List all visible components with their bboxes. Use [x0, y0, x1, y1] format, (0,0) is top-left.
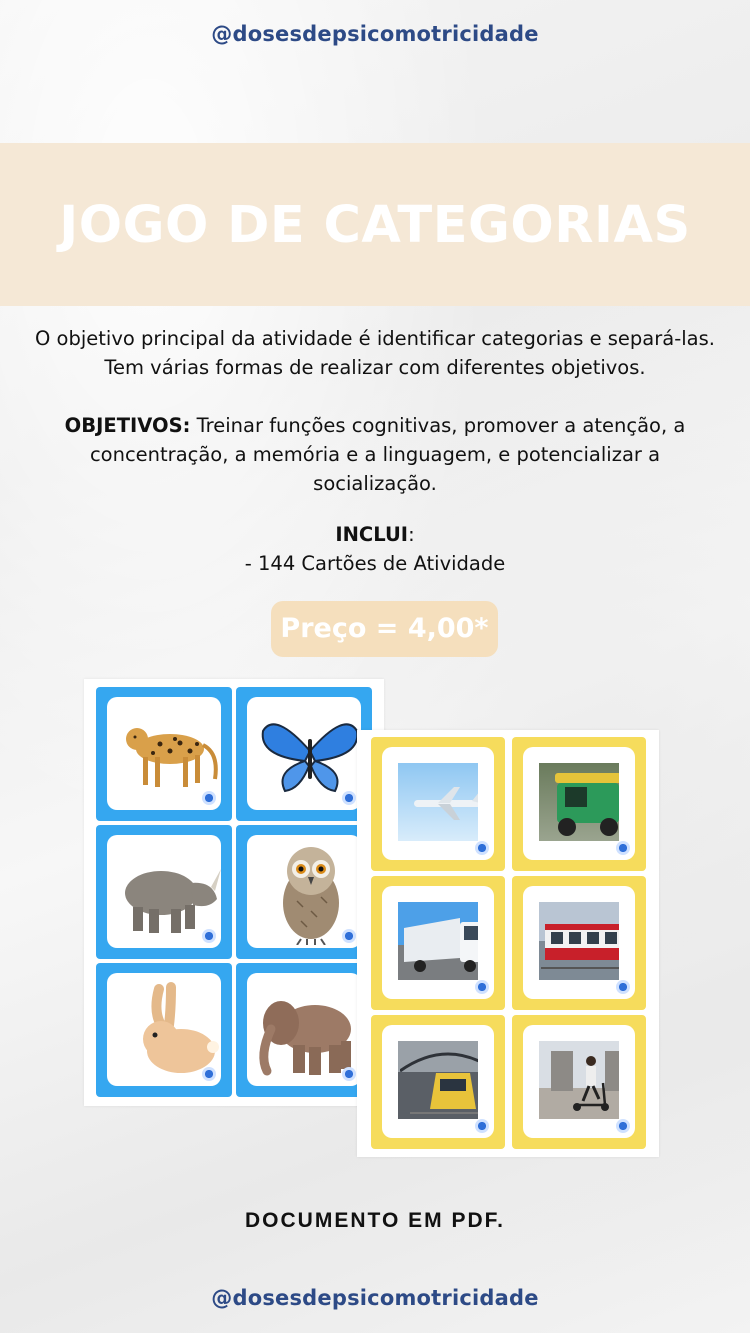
tuk-tuk-icon — [543, 765, 619, 841]
vehicle-card — [371, 737, 505, 871]
scooter-photo — [539, 1041, 619, 1119]
animal-card — [96, 687, 232, 821]
vehicle-card — [512, 737, 646, 871]
truck-icon — [400, 908, 478, 978]
vehicle-cards-sheet — [357, 730, 659, 1157]
brand-logo-icon — [202, 1067, 216, 1081]
brand-logo-icon — [202, 791, 216, 805]
intro-line-2: Tem várias formas de realizar com diferentes objetivos. — [104, 356, 646, 379]
truck-photo — [398, 902, 478, 980]
butterfly-icon — [255, 711, 361, 801]
brand-logo-icon — [475, 980, 489, 994]
animal-card — [96, 825, 232, 959]
animal-card — [236, 825, 372, 959]
includes-section — [0, 520, 750, 578]
includes-label: INCLUI — [335, 523, 409, 546]
animal-cards-sheet — [84, 679, 384, 1106]
instagram-handle-bottom: @dosesdepsicomotricidade — [211, 1286, 539, 1310]
train-icon — [400, 1043, 478, 1117]
includes-colon: : — [408, 523, 415, 546]
rhinoceros-icon — [113, 851, 221, 941]
intro-line-1: O objetivo principal da atividade é identificar categorias e separá-las. — [34, 327, 715, 350]
price-badge: Preço = 4,00* — [271, 601, 498, 657]
leopard-icon — [115, 709, 221, 799]
objectives-label: OBJETIVOS: — [64, 414, 191, 437]
animal-card — [96, 963, 232, 1097]
airplane-icon — [408, 783, 478, 823]
brand-logo-icon — [342, 1067, 356, 1081]
rabbit-icon — [121, 981, 221, 1081]
objectives-text — [0, 411, 750, 498]
owl-icon — [271, 841, 351, 945]
brand-logo-icon — [342, 929, 356, 943]
brand-logo-icon — [475, 841, 489, 855]
animal-card — [236, 963, 372, 1097]
instagram-handle-top: @dosesdepsicomotricidade — [211, 22, 539, 46]
page-title: JOGO DE CATEGORIAS — [59, 196, 691, 255]
vehicle-card — [512, 876, 646, 1010]
brand-logo-icon — [616, 980, 630, 994]
objectives-description: Treinar funções cognitivas, promover a atenção, a concentração, a memória e a linguagem, e potencializar a socialização. — [89, 414, 686, 495]
brand-logo-icon — [475, 1119, 489, 1133]
brand-logo-icon — [342, 791, 356, 805]
vehicle-card — [512, 1015, 646, 1149]
tram-photo — [539, 902, 619, 980]
train-photo — [398, 1041, 478, 1119]
brand-logo-icon — [202, 929, 216, 943]
tuk-tuk-photo — [539, 763, 619, 841]
brand-logo-icon — [616, 1119, 630, 1133]
intro-text — [0, 324, 750, 382]
includes-item: - 144 Cartões de Atividade — [244, 552, 506, 575]
animal-card — [236, 687, 372, 821]
document-format-note: DOCUMENTO EM PDF. — [245, 1209, 505, 1232]
airplane-photo — [398, 763, 478, 841]
vehicle-card — [371, 876, 505, 1010]
vehicle-card — [371, 1015, 505, 1149]
scooter-icon — [541, 1043, 619, 1117]
elephant-icon — [253, 985, 361, 1081]
tram-icon — [541, 910, 619, 980]
brand-logo-icon — [616, 841, 630, 855]
